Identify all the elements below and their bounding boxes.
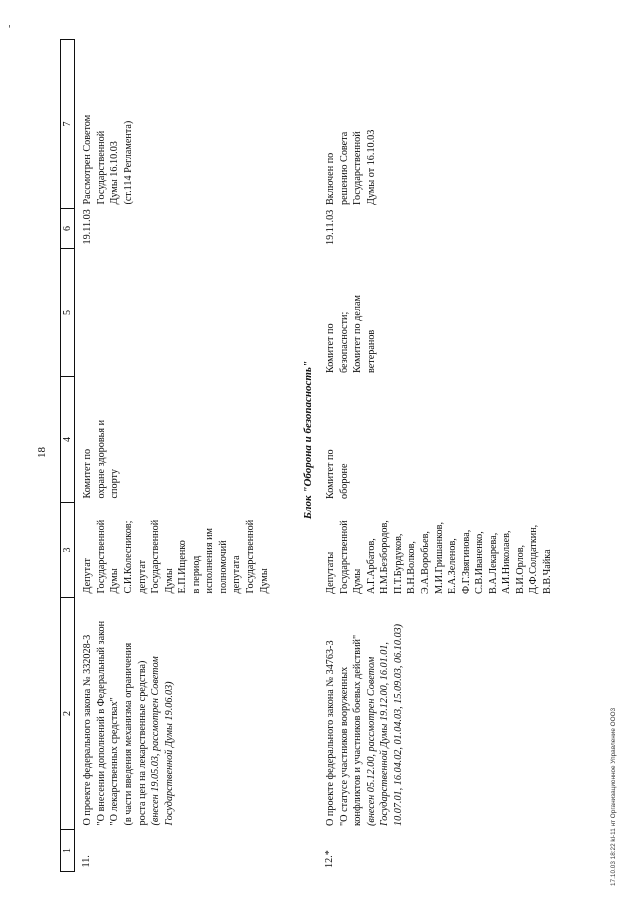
text-line: В.Н.Волков, <box>406 541 418 594</box>
agenda-table <box>60 39 271 872</box>
text-line: (в части введения механизма ограничения <box>122 642 134 826</box>
table-body <box>318 40 555 872</box>
text-line: конфликтов и участников боевых действий" <box>352 634 364 826</box>
column-header: 7 <box>61 40 75 209</box>
column-header: 4 <box>61 377 75 503</box>
cell-committee-main <box>318 377 555 503</box>
cell-number <box>318 830 555 872</box>
text-line: Государственной Думы 19.12.00, 16.01.01, <box>379 642 391 826</box>
cell-number <box>75 830 271 872</box>
text-line: решению Совета <box>338 131 350 205</box>
text-line: А.Г.Арбатов, <box>365 538 377 594</box>
text-line: А.И.Николаев, <box>501 530 513 594</box>
text-line: в период <box>190 555 202 594</box>
text-line: Ф.Г.Звягинова, <box>460 529 472 594</box>
text-line: Государственной Думы 19.06.03) <box>163 681 175 826</box>
text-line: Думы <box>109 568 121 594</box>
text-line: О проекте федерального закона № 332028-3 <box>82 634 94 826</box>
fax-footer: 17.10.03 18:22 kl-11 нт Организационное Управление ООО3 <box>610 707 617 886</box>
column-header: 5 <box>61 249 75 377</box>
column-header: 6 <box>61 209 75 249</box>
text-line: Комитет по <box>325 449 336 499</box>
text-line: Э.А.Воробьев, <box>419 531 431 594</box>
text-line: Государственной <box>95 130 107 205</box>
date-value: 19.11.03 <box>325 209 336 245</box>
corner-mark: - <box>4 24 15 28</box>
text-line: В.И.Орлов, <box>514 544 526 594</box>
text-line: П.Т.Бурдуков, <box>392 533 404 594</box>
text-line: Государственной <box>352 131 364 205</box>
text-line: С.В.Иваненко, <box>474 531 486 594</box>
text-line: 10.07.01, 16.04.02, 01.04.03, 15.09.03, 06.10.03) <box>392 623 404 826</box>
column-header: 3 <box>61 503 75 598</box>
text-line: обороне <box>338 463 350 499</box>
cell-committee-co <box>75 249 271 377</box>
text-line: (ст.114 Регламента) <box>122 120 134 205</box>
cell-committee-co <box>318 249 555 377</box>
cell-title <box>75 598 271 830</box>
text-line: Комитет по <box>325 323 336 373</box>
text-line: "О статусе участников вооруженных <box>338 666 350 826</box>
text-line: Н.М.Безбородов, <box>379 520 391 594</box>
text-line: Думы 16.10.03 <box>109 141 121 205</box>
agenda-table-defense <box>318 40 555 872</box>
cell-remark <box>318 40 555 209</box>
text-line: Думы <box>352 568 364 594</box>
date-value: 19.11.03 <box>82 209 94 245</box>
cell-title <box>318 598 555 830</box>
text-line: О проекте федерального закона № 34763-3 <box>325 640 336 826</box>
table-row <box>75 40 271 872</box>
row-number: 11. <box>81 855 93 868</box>
section-title: Блок "Оборона и безопасность" <box>302 360 314 520</box>
text-line: депутат <box>136 559 148 594</box>
text-line: В.В.Чайка <box>542 549 553 594</box>
text-line: полномочий депутата <box>217 540 243 594</box>
text-line: Е.П.Ищенко <box>177 540 189 594</box>
text-line: Е.А.Зеленов, <box>447 538 459 594</box>
text-line: С.И.Колесников; <box>122 520 134 594</box>
table-body <box>75 40 271 872</box>
text-line: спорту <box>109 469 121 499</box>
text-line: Думы <box>163 568 175 594</box>
cell-committee-main <box>75 377 271 503</box>
text-line: Д.Ф.Солдаткин, <box>528 524 540 594</box>
text-line: исполнения им <box>204 528 216 594</box>
cell-remark <box>75 40 271 209</box>
text-line: охране здоровья и <box>95 419 107 499</box>
cell-initiator <box>75 503 271 598</box>
text-line: М.И.Гришанков, <box>433 521 445 594</box>
text-line: В.А.Лекарева, <box>487 532 499 594</box>
text-line: Рассмотрен Советом <box>82 114 94 205</box>
text-line: Включен по <box>325 152 336 205</box>
cell-date <box>318 209 555 249</box>
text-line: роста цен на лекарственные средства) <box>136 660 148 826</box>
text-line: "О внесении дополнений в Федеральный закон <box>95 620 107 826</box>
text-line: Комитет по <box>82 448 94 499</box>
column-header: 2 <box>61 598 75 830</box>
text-line: (внесен 19.05.03, рассмотрен Советом <box>150 656 162 826</box>
table-row <box>318 40 555 872</box>
text-line: "О лекарственных средствах" <box>109 697 121 826</box>
text-line: ветеранов <box>365 329 377 373</box>
cell-date <box>75 209 271 249</box>
text-line: Думы от 16.10.03 <box>365 129 377 205</box>
page-number: 18 <box>36 447 48 458</box>
text-line: Депутат <box>82 558 94 594</box>
row-number: 12.* <box>324 850 335 868</box>
text-line: Государственной <box>95 519 107 594</box>
text-line: Государственной <box>150 519 162 594</box>
text-line: Государственной <box>338 520 350 594</box>
column-header: 1 <box>61 830 75 872</box>
cell-initiator <box>318 503 555 598</box>
text-line: Комитет по делам <box>352 295 364 373</box>
text-line: безопасности; <box>338 311 350 373</box>
text-line: Депутаты <box>325 551 336 594</box>
text-line: Государственной <box>245 519 257 594</box>
text-line: (внесен 05.12.00, рассмотрен Советом <box>365 656 377 826</box>
text-line: Думы <box>258 568 270 594</box>
table-header-row <box>61 40 75 872</box>
